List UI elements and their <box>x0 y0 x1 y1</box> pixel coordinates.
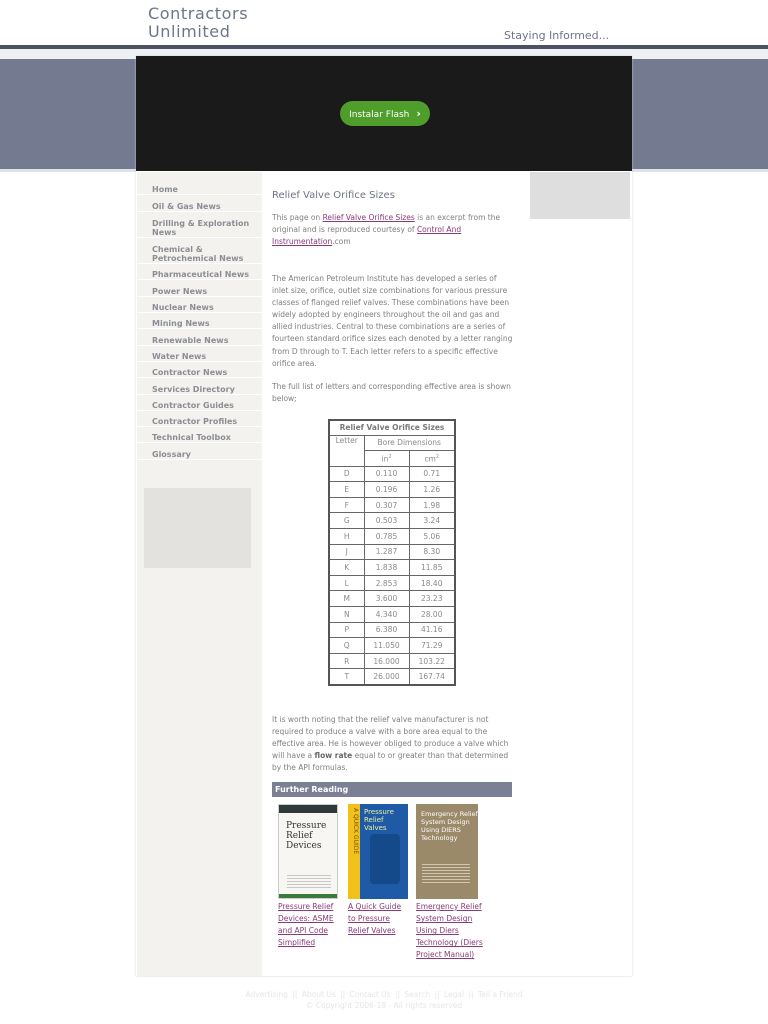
cell-bore-cm2: 1.98 <box>409 497 455 513</box>
table-row <box>329 638 455 654</box>
site-footer <box>0 989 768 1011</box>
footer-link-tell-a-friend[interactable]: Tell a Friend <box>477 990 523 999</box>
footer-copyright: © Copyright 2006-18 - All rights reserved <box>305 1001 463 1010</box>
cell-bore-in2: 6.380 <box>364 622 409 638</box>
footer-link-search[interactable]: Search <box>404 990 431 999</box>
sidebar-item-contractor-news[interactable]: Contractor News <box>137 368 262 378</box>
cover-topbar <box>279 805 337 813</box>
cell-bore-cm2: 28.00 <box>409 607 455 623</box>
cell-letter: F <box>329 497 364 513</box>
intro-prefix: This page on <box>272 213 323 222</box>
control-and-instrumentation-link[interactable]: Control And Instrumentation <box>272 225 462 247</box>
sidebar-item-technical-toolbox[interactable]: Technical Toolbox <box>137 433 262 443</box>
cell-letter: P <box>329 622 364 638</box>
footer-separator: || <box>394 990 400 999</box>
cell-bore-in2: 0.196 <box>364 482 409 498</box>
table-body <box>329 466 455 684</box>
right-ad-placeholder <box>530 172 630 219</box>
chevron-right-icon: › <box>416 107 421 120</box>
table-row <box>329 529 455 545</box>
cover-spine-text: A QUICK GUIDE <box>352 808 359 855</box>
footer-link-about-us[interactable]: About Us <box>301 990 336 999</box>
table-row <box>329 497 455 513</box>
sidebar-item-oil-gas-news[interactable]: Oil & Gas News <box>137 202 262 212</box>
flow-rate-suffix: equal to or greater than that determined by the API formulas. <box>272 751 509 773</box>
unit-cm-superscript: 2 <box>435 453 440 460</box>
cover-text-lines <box>287 875 331 889</box>
book-cover-pressure-relief-devices[interactable] <box>278 804 338 899</box>
footer-link-legal[interactable]: Legal <box>444 990 465 999</box>
cell-bore-cm2: 11.85 <box>409 560 455 576</box>
table-row <box>329 653 455 669</box>
sidebar-ad-placeholder <box>144 488 251 568</box>
table-row <box>329 513 455 529</box>
book-link-quick-guide[interactable]: A Quick Guide to Pressure Relief Valves <box>348 902 402 936</box>
book-link-emergency-relief[interactable]: Emergency Relief System Design Using Diers Technology (Diers Project Manual) <box>416 902 483 960</box>
intro-suffix: .com <box>332 237 351 247</box>
cell-letter: M <box>329 591 364 607</box>
table-caption: Relief Valve Orifice Sizes <box>329 420 455 435</box>
cell-bore-cm2: 0.71 <box>409 466 455 482</box>
cell-bore-cm2: 18.40 <box>409 575 455 591</box>
install-flash-button[interactable] <box>340 101 430 126</box>
relief-valve-orifice-sizes-link[interactable]: Relief Valve Orifice Sizes <box>322 213 415 222</box>
cell-bore-in2: 1.838 <box>364 560 409 576</box>
cell-bore-in2: 11.050 <box>364 638 409 654</box>
unit-in-superscript: 2 <box>388 453 392 460</box>
cell-letter: E <box>329 482 364 498</box>
cell-letter: N <box>329 607 364 623</box>
cover-text-lines <box>422 864 470 884</box>
table-row <box>329 544 455 560</box>
cell-bore-in2: 0.110 <box>364 466 409 482</box>
cell-letter: T <box>329 669 364 685</box>
sidebar-item-water-news[interactable]: Water News <box>137 352 262 362</box>
flow-rate-paragraph <box>272 714 514 774</box>
sidebar-item-glossary[interactable]: Glossary <box>137 450 262 460</box>
footer-link-contact-us[interactable]: Contact Us <box>349 990 391 999</box>
cover-title: Pressure Relief Devices <box>286 821 327 851</box>
table-row <box>329 591 455 607</box>
list-intro-paragraph: The full list of letters and corresponding effective area is shown below; <box>272 382 511 404</box>
footer-separator: || <box>468 990 474 999</box>
cell-bore-cm2: 3.24 <box>409 513 455 529</box>
book-cover-quick-guide[interactable] <box>348 804 408 899</box>
cell-bore-cm2: 103.22 <box>409 653 455 669</box>
logo-line-1: Contractors <box>148 4 249 23</box>
cell-bore-in2: 0.503 <box>364 513 409 529</box>
cell-bore-in2: 4.340 <box>364 607 409 623</box>
table-row <box>329 482 455 498</box>
table-row <box>329 622 455 638</box>
cover-title: Pressure Relief Valves <box>364 808 394 832</box>
site-tagline: Staying Informed... <box>504 29 610 42</box>
unit-header-cm <box>409 451 455 467</box>
unit-cm-label: cm <box>424 454 436 464</box>
cell-bore-cm2: 1.26 <box>409 482 455 498</box>
footer-link-advertising[interactable]: Advertising <box>245 990 288 999</box>
cell-letter: Q <box>329 638 364 654</box>
sidebar-item-home[interactable]: Home <box>137 185 262 195</box>
sidebar-item-services-directory[interactable]: Services Directory <box>137 385 262 395</box>
table-row <box>329 607 455 623</box>
site-logo[interactable] <box>148 5 248 41</box>
cell-bore-in2: 16.000 <box>364 653 409 669</box>
unit-in-label: in <box>381 454 389 464</box>
cell-letter: K <box>329 560 364 576</box>
column-header-bore: Bore Dimensions <box>364 435 455 451</box>
cell-bore-cm2: 5.06 <box>409 529 455 545</box>
page-title: Relief Valve Orifice Sizes <box>272 190 395 201</box>
cell-bore-cm2: 8.30 <box>409 544 455 560</box>
sidebar <box>137 172 262 976</box>
intro-middle: is an excerpt from the original and is reproduced courtesy of <box>272 213 501 235</box>
sidebar-item-renewable-news[interactable]: Renewable News <box>137 336 262 346</box>
sidebar-item-power-news[interactable]: Power News <box>137 287 262 297</box>
cell-bore-in2: 26.000 <box>364 669 409 685</box>
logo-line-2: Unlimited <box>148 22 231 41</box>
cell-bore-in2: 3.600 <box>364 591 409 607</box>
book-link-pressure-relief-devices[interactable]: Pressure Relief Devices: ASME and API Code Simplified <box>278 902 334 948</box>
sidebar-item-nuclear-news[interactable]: Nuclear News <box>137 303 262 313</box>
flash-banner <box>136 56 632 171</box>
cell-bore-cm2: 41.16 <box>409 622 455 638</box>
further-reading-header: Further Reading <box>272 782 512 797</box>
install-flash-label: Instalar Flash <box>349 110 410 120</box>
unit-header-in <box>364 451 409 467</box>
cell-bore-in2: 1.287 <box>364 544 409 560</box>
cell-bore-cm2: 167.74 <box>409 669 455 685</box>
cell-bore-cm2: 23.23 <box>409 591 455 607</box>
cell-letter: D <box>329 466 364 482</box>
table-row <box>329 669 455 685</box>
table-row <box>329 466 455 482</box>
orifice-sizes-table <box>328 419 456 686</box>
footer-separator: || <box>434 990 440 999</box>
cell-letter: L <box>329 575 364 591</box>
cell-bore-cm2: 71.29 <box>409 638 455 654</box>
cell-bore-in2: 0.785 <box>364 529 409 545</box>
table-row <box>329 560 455 576</box>
footer-links <box>0 989 768 1000</box>
footer-separator: || <box>340 990 346 999</box>
sidebar-item-mining-news[interactable]: Mining News <box>137 319 262 329</box>
cell-letter: J <box>329 544 364 560</box>
table-row <box>329 575 455 591</box>
site-header <box>0 0 768 48</box>
flow-rate-bold: flow rate <box>314 751 353 761</box>
sidebar-item-drilling-exploration-news[interactable]: Drilling & Exploration News <box>137 219 262 238</box>
flow-rate-prefix: It is worth noting that the relief valve manufacturer is not required to produce a valve with a bore area equal to the effective area. He is however obliged to produce a valve which will have a <box>272 715 509 761</box>
cover-title: Emergency Relief System Design Using DIERS Technology <box>421 810 478 842</box>
cover-bottom-bar <box>279 894 337 898</box>
intro-paragraph <box>272 212 514 248</box>
book-cover-emergency-relief[interactable] <box>416 804 478 899</box>
cover-valve-graphic <box>370 834 400 884</box>
sidebar-item-chemical-petrochemical-news[interactable]: Chemical & Petrochemical News <box>137 245 262 264</box>
cell-letter: H <box>329 529 364 545</box>
footer-separator: || <box>292 990 298 999</box>
cell-letter: G <box>329 513 364 529</box>
cell-letter: R <box>329 653 364 669</box>
sidebar-item-pharmaceutical-news[interactable]: Pharmaceutical News <box>137 270 262 280</box>
api-paragraph: The American Petroleum Institute has developed a series of inlet size, orifice, outlet size combinations for various pressure classes of flanged relief valves. These combinations have been widely adopted by engineers throughout the oil and gas and allied industries. Central to these combinations are a series of fourteen standard orifice sizes each denoted by a letter ranging from D through to T. Each letter refers to a specific effective orifice area. <box>272 274 513 368</box>
column-header-letter: Letter <box>329 435 364 466</box>
sidebar-item-contractor-guides[interactable]: Contractor Guides <box>137 401 262 411</box>
cell-bore-in2: 0.307 <box>364 497 409 513</box>
cell-bore-in2: 2.853 <box>364 575 409 591</box>
sidebar-item-contractor-profiles[interactable]: Contractor Profiles <box>137 417 262 427</box>
